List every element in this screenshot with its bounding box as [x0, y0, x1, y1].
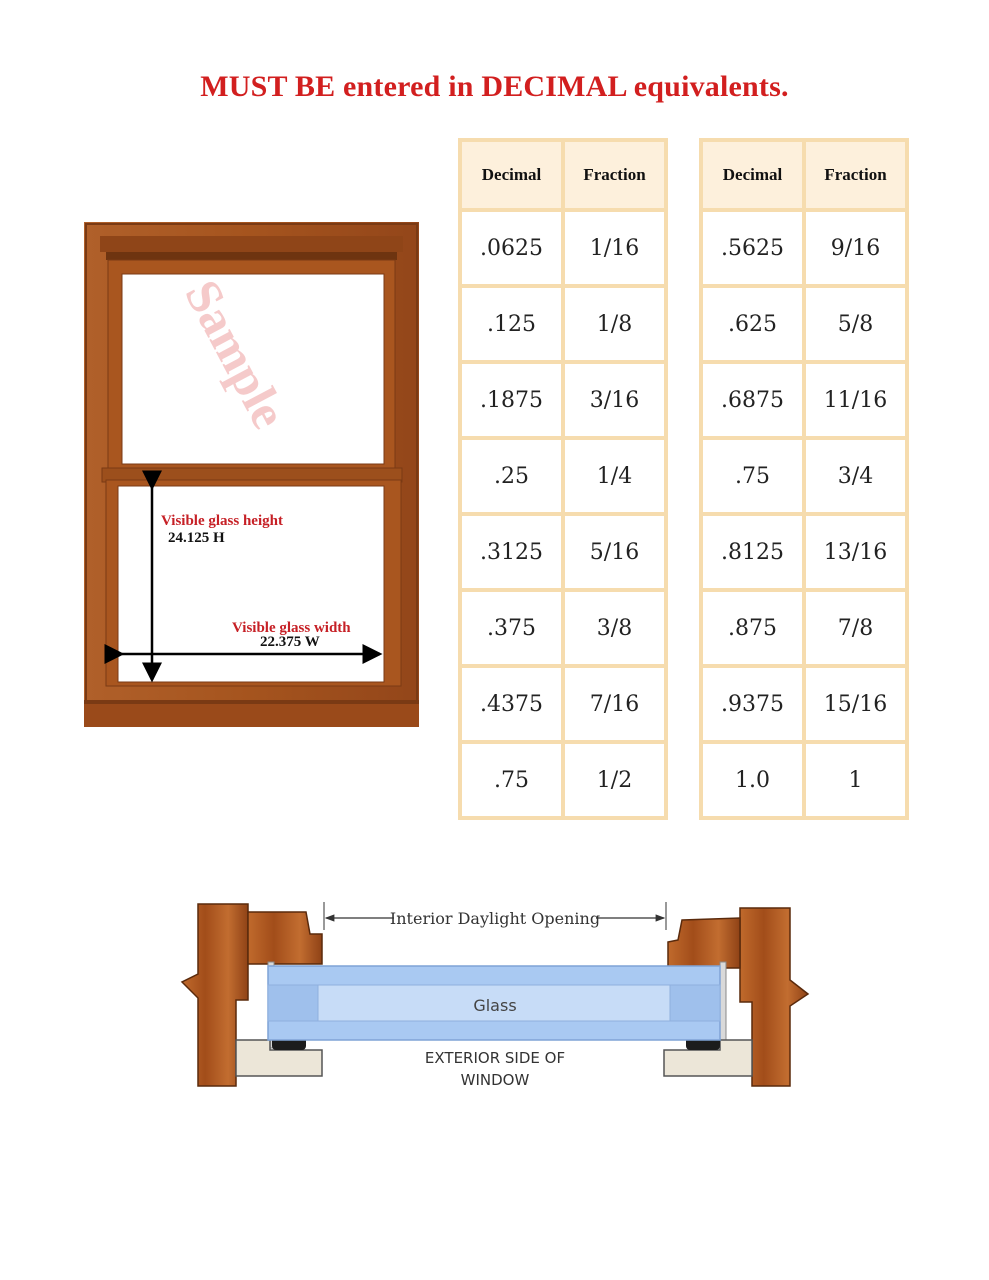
header-decimal: Decimal: [460, 140, 563, 210]
height-label: Visible glass height: [161, 513, 283, 529]
table-row: [701, 438, 907, 514]
decimal-cell: 1.0: [701, 742, 804, 818]
fraction-cell: 1/16: [563, 210, 666, 286]
decimal-cell: .8125: [701, 514, 804, 590]
decimal-cell: .625: [701, 286, 804, 362]
decimal-cell: .125: [460, 286, 563, 362]
page-title: MUST BE entered in DECIMAL equivalents.: [200, 70, 789, 103]
height-value: 24.125 H: [168, 530, 225, 546]
header-fraction: Fraction: [804, 140, 907, 210]
table-row: [460, 666, 666, 742]
conversion-table-right: [699, 138, 909, 820]
fraction-cell: 3/16: [563, 362, 666, 438]
decimal-cell: .6875: [701, 362, 804, 438]
fraction-cell: 3/8: [563, 590, 666, 666]
table-row: [460, 438, 666, 514]
header-decimal: Decimal: [701, 140, 804, 210]
fraction-cell: 7/8: [804, 590, 907, 666]
decimal-cell: .3125: [460, 514, 563, 590]
decimal-cell: .4375: [460, 666, 563, 742]
conversion-table-left: [458, 138, 668, 820]
fraction-cell: 1: [804, 742, 907, 818]
exterior-side-label-line2: WINDOW: [460, 1071, 530, 1089]
interior-daylight-opening-label: Interior Daylight Opening: [389, 909, 601, 928]
fraction-cell: 1/4: [563, 438, 666, 514]
decimal-cell: .0625: [460, 210, 563, 286]
table-row: [701, 362, 907, 438]
decimal-cell: .875: [701, 590, 804, 666]
table-row: [460, 742, 666, 818]
glass-label: Glass: [473, 996, 517, 1015]
decimal-cell: .25: [460, 438, 563, 514]
exterior-side-label-line1: EXTERIOR SIDE OF: [424, 1049, 566, 1067]
table-header-row: [460, 140, 666, 210]
fraction-cell: 15/16: [804, 666, 907, 742]
table-row: [460, 210, 666, 286]
table-header-row: [701, 140, 907, 210]
table-row: [701, 590, 907, 666]
fraction-cell: 7/16: [563, 666, 666, 742]
table-row: [701, 286, 907, 362]
table-row: [701, 210, 907, 286]
table-row: [460, 362, 666, 438]
decimal-cell: .375: [460, 590, 563, 666]
fraction-cell: 5/16: [563, 514, 666, 590]
table-row: [701, 742, 907, 818]
table-row: [701, 514, 907, 590]
fraction-cell: 1/8: [563, 286, 666, 362]
fraction-cell: 1/2: [563, 742, 666, 818]
table-row: [701, 666, 907, 742]
table-row: [460, 590, 666, 666]
width-label: Visible glass width: [232, 620, 351, 636]
header-fraction: Fraction: [563, 140, 666, 210]
decimal-cell: .9375: [701, 666, 804, 742]
decimal-cell: .5625: [701, 210, 804, 286]
sample-watermark: Sample: [174, 270, 299, 437]
decimal-cell: .75: [701, 438, 804, 514]
table-row: [460, 514, 666, 590]
width-value: 22.375 W: [260, 634, 320, 650]
fraction-cell: 3/4: [804, 438, 907, 514]
window-section-diagram: [176, 890, 816, 1095]
fraction-cell: 11/16: [804, 362, 907, 438]
window-illustration: [84, 222, 419, 727]
fraction-cell: 13/16: [804, 514, 907, 590]
decimal-cell: .1875: [460, 362, 563, 438]
fraction-cell: 9/16: [804, 210, 907, 286]
table-row: [460, 286, 666, 362]
fraction-cell: 5/8: [804, 286, 907, 362]
decimal-cell: .75: [460, 742, 563, 818]
